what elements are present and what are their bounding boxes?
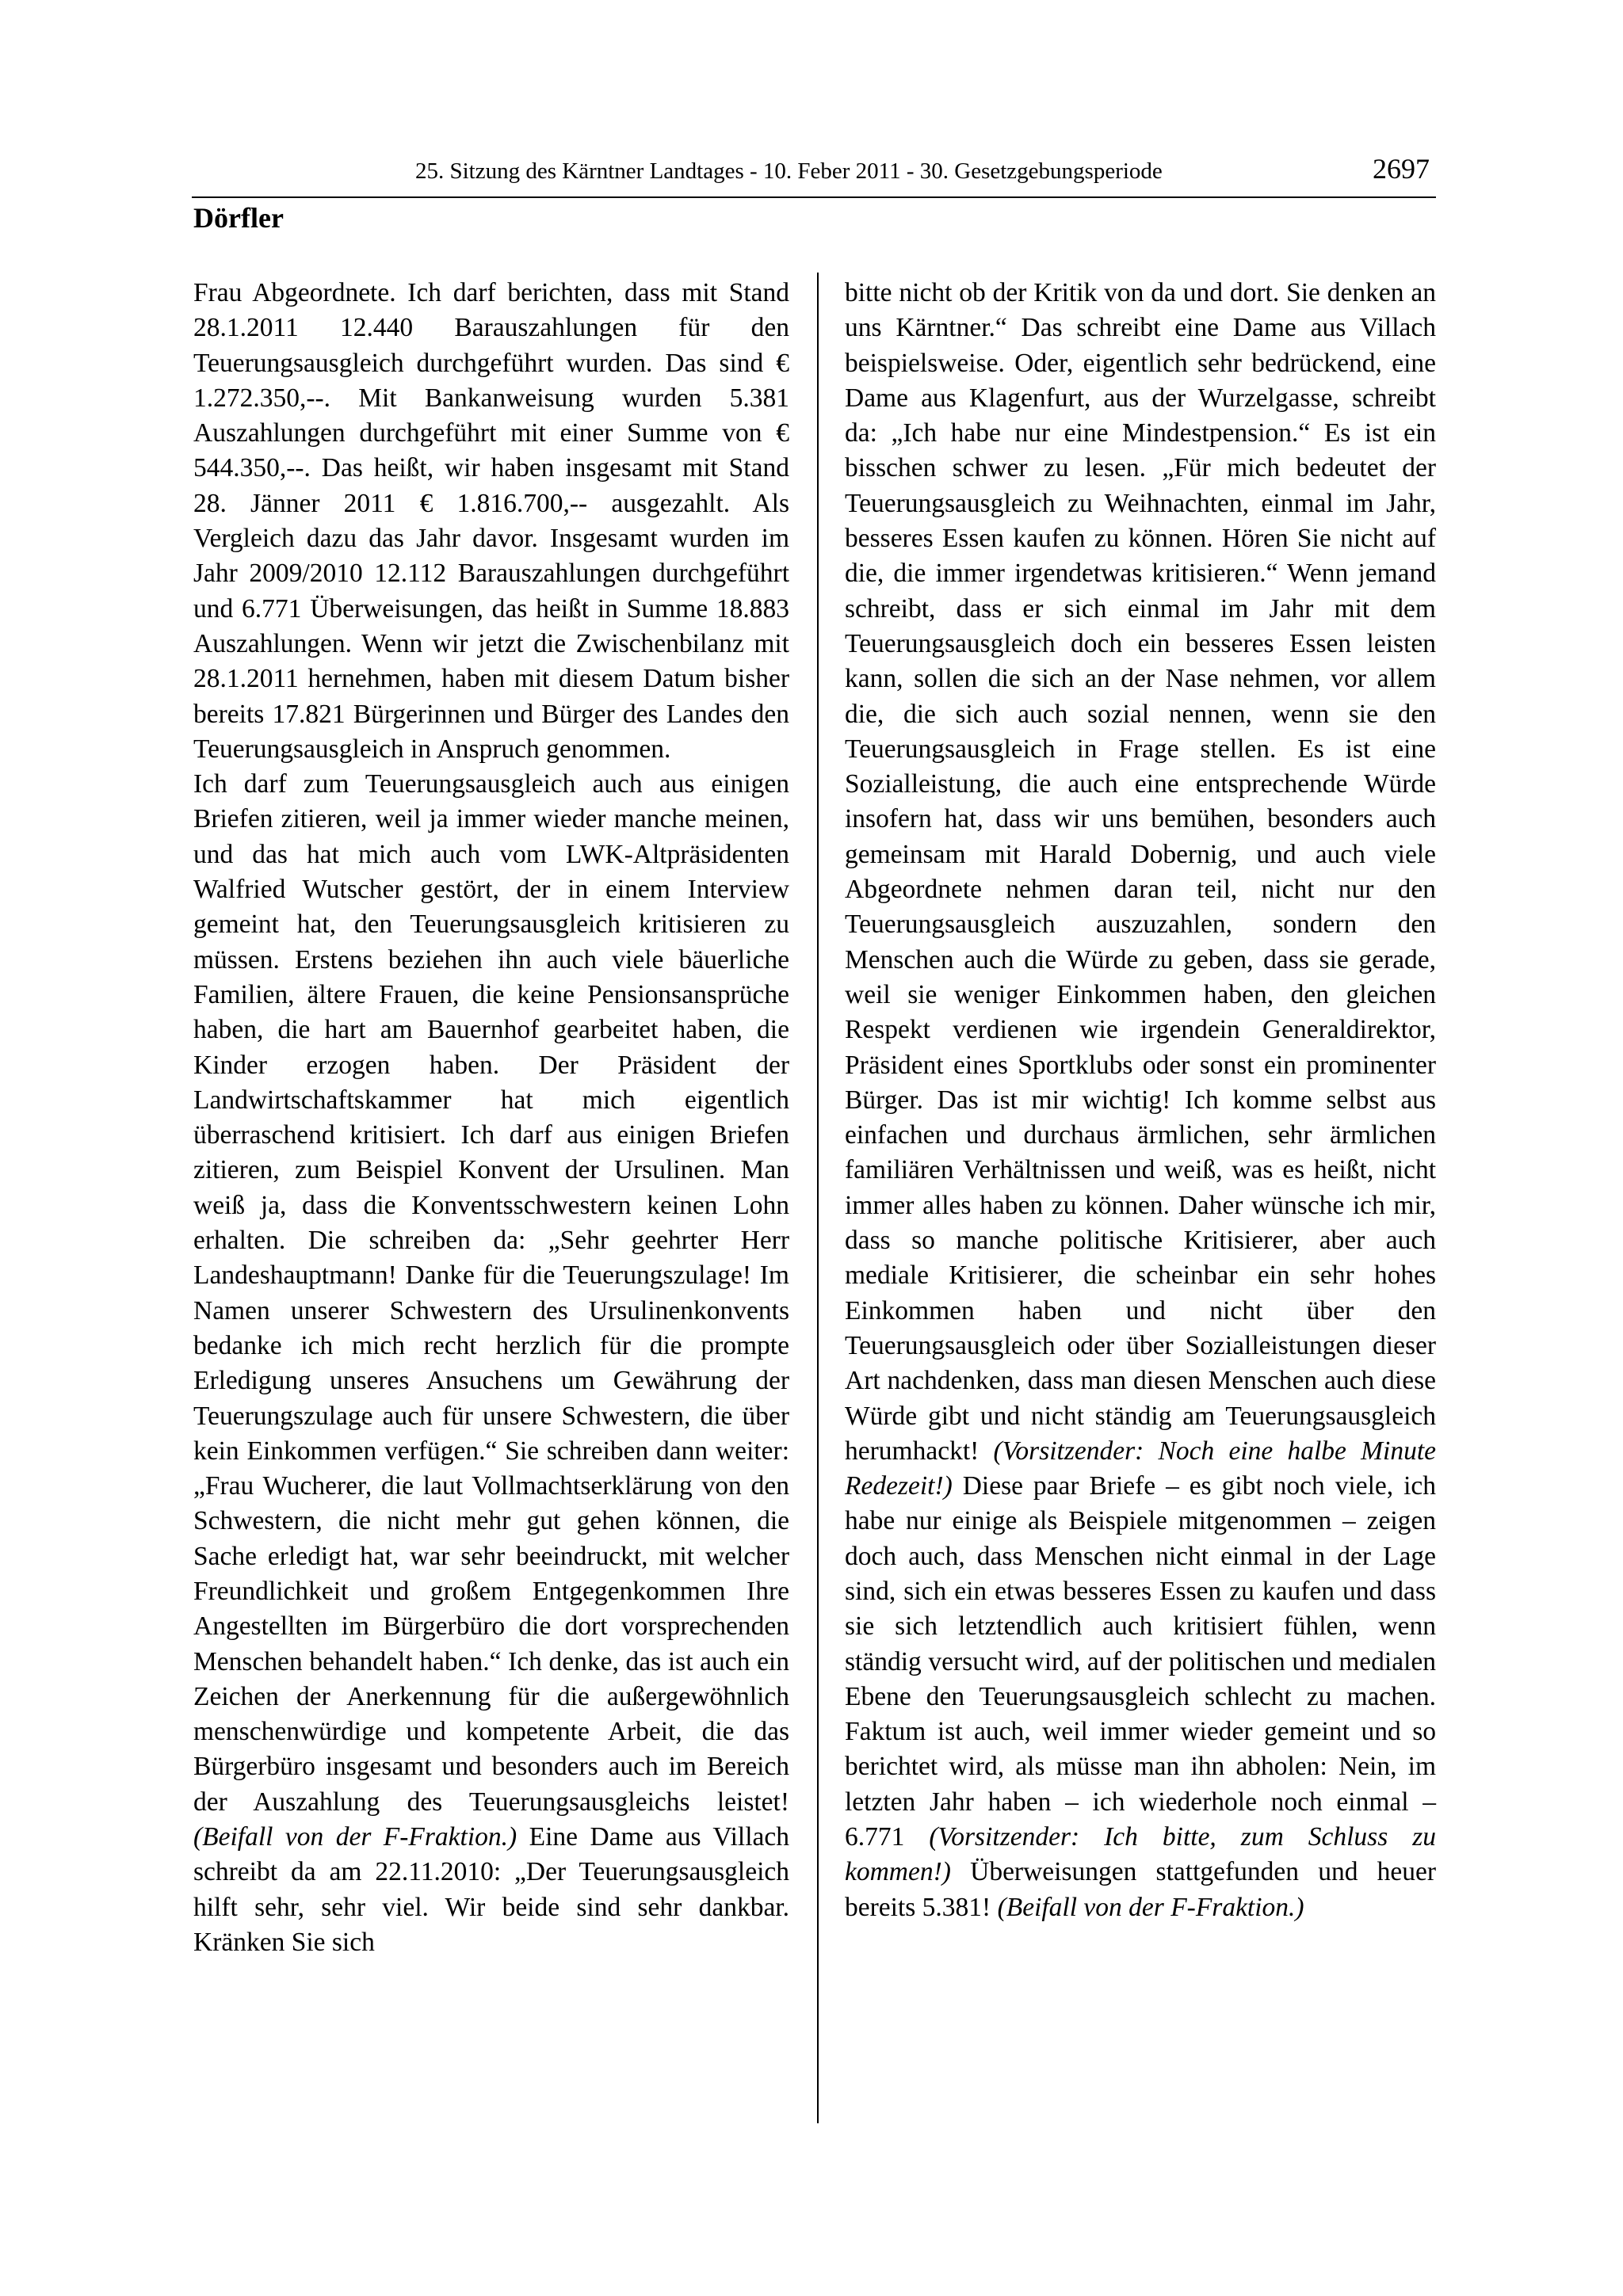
- applause-interjection-end: (Beifall von der F-Fraktion.): [997, 1892, 1304, 1922]
- right-paragraph-1: [845, 276, 1436, 1925]
- left-paragraph-2: [193, 767, 789, 1960]
- speaker-name: Dörfler: [193, 202, 284, 234]
- chair-interjection-2: (Vorsitzender: Ich bitte, zum Schluss zu kommen!): [845, 1822, 1436, 1887]
- right-paragraph-text-c: Überweisungen stattgefunden und heuer bereits 5.381!: [845, 1857, 1437, 1922]
- applause-interjection: (Beifall von der F-Fraktion.): [193, 1822, 517, 1852]
- column-divider: [817, 273, 819, 2123]
- right-paragraph-text-b: Diese paar Briefe – es gibt noch viele, ich habe nur einige als Beispiele mitgenommen – zeigen doch auch, dass Menschen nicht einmal in der Lage sind, sich ein etwas besseres Essen zu kaufen und dass sie sich letztendlich auch kritisiert fühlen, wenn ständig versucht wird, auf der politischen und medialen Ebene den Teuerungsausgleich schlecht zu machen. Faktum ist auch, weil immer wieder gemeint und so berichtet wird, als müsse man ihn abholen: Nein, im letzten Jahr haben – ich wiederhole noch einmal – 6.771: [845, 1471, 1436, 1852]
- right-paragraph-text-a: bitte nicht ob der Kritik von da und dort. Sie denken an uns Kärntner.“ Das schreibt eine Dame aus Villach beispielsweise. Oder, eigentlich sehr bedrückend, eine Dame aus Klagenfurt, aus der Wurzelgasse, schreibt da: „Ich habe nur eine Mindestpension.“ Es ist ein bisschen schwer zu lesen. „Für mich bedeutet der Teuerungsausgleich zu Weihnachten, einmal im Jahr, besseres Essen kaufen zu können. Hören Sie nicht auf die, die immer irgendetwas kritisieren.“ Wenn jemand schreibt, dass er sich einmal im Jahr mit dem Teuerungsausgleich doch ein besseres Essen leisten kann, sollen die sich an der Nase nehmen, vor allem die, die sich auch sozial nennen, wenn sie den Teuerungsausgleich in Frage stellen. Es ist eine Sozialleistung, die auch eine entsprechende Würde insofern hat, dass wir uns bemühen, besonders auch gemeinsam mit Harald Dobernig, und auch viele Abgeordnete nehmen daran teil, nicht nur den Teuerungsausgleich auszuzahlen, sondern den Menschen auch die Würde zu geben, dass sie gerade, weil sie weniger Einkommen haben, den gleichen Respekt verdienen wie irgendein Generaldirektor, Präsident eines Sportklubs oder sonst ein prominenter Bürger. Das ist mir wichtig! Ich komme selbst aus einfachen und durchaus ärmlichen, sehr ärmlichen familiären Verhältnissen und weiß, was es heißt, nicht immer alles haben zu können. Daher wünsche ich mir, dass so manche politische Kritisierer, aber auch mediale Kritisierer, die scheinbar ein sehr hohes Einkommen haben und nicht über den Teuerungsausgleich oder über Sozialleistungen dieser Art nachdenken, dass man diesen Menschen auch diese Würde gibt und nicht ständig am Teuerungsausgleich herumhackt!: [845, 278, 1436, 1466]
- page-number: 2697: [1373, 153, 1430, 185]
- right-column: [845, 276, 1436, 1925]
- page-header: [192, 151, 1436, 198]
- chair-interjection-1: (Vorsitzender: Noch eine halbe Minute Redezeit!): [845, 1436, 1437, 1501]
- left-column: [193, 276, 789, 1960]
- header-title: 25. Sitzung des Kärntner Landtages - 10. Feber 2011 - 30. Gesetzgebungsperiode: [415, 158, 1163, 184]
- left-paragraph-1: Frau Abgeordnete. Ich darf berichten, dass mit Stand 28.1.2011 12.440 Barauszahlungen für den Teuerungsausgleich durchgeführt wurden. Das sind € 1.272.350,--. Mit Bankanweisung wurden 5.381 Auszahlungen durchgeführt mit einer Summe von € 544.350,--. Das heißt, wir haben insgesamt mit Stand 28. Jänner 2011 € 1.816.700,-- ausgezahlt. Als Vergleich dazu das Jahr davor. Insgesamt wurden im Jahr 2009/2010 12.112 Barauszahlungen durchgeführt und 6.771 Überweisungen, das heißt in Summe 18.883 Auszahlungen. Wenn wir jetzt die Zwischenbilanz mit 28.1.2011 hernehmen, haben mit diesem Datum bisher bereits 17.821 Bürgerinnen und Bürger des Landes den Teuerungsausgleich in Anspruch genommen.: [193, 278, 789, 764]
- left-paragraph-2-text-a: Ich darf zum Teuerungsausgleich auch aus einigen Briefen zitieren, weil ja immer wieder manche meinen, und das hat mich auch vom LWK-Altpräsidenten Walfried Wutscher gestört, der in einem Interview gemeint hat, den Teuerungsausgleich kritisieren zu müssen. Erstens beziehen ihn auch viele bäuerliche Familien, ältere Frauen, die keine Pensionsansprüche haben, die hart am Bauernhof gearbeitet haben, die Kinder erzogen haben. Der Präsident der Landwirtschaftskammer hat mich eigentlich überraschend kritisiert. Ich darf aus einigen Briefen zitieren, zum Beispiel Konvent der Ursulinen. Man weiß ja, dass die Konventsschwestern keinen Lohn erhalten. Die schreiben da: „Sehr geehrter Herr Landeshauptmann! Danke für die Teuerungszulage! Im Namen unserer Schwestern des Ursulinenkonvents bedanke ich mich recht herzlich für die prompte Erledigung unseres Ansuchens um Gewährung der Teuerungszulage auch für unsere Schwestern, die über kein Einkommen verfügen.“ Sie schreiben dann weiter: „Frau Wucherer, die laut Vollmachtserklärung von den Schwestern, die nicht mehr gut gehen können, die Sache erledigt hat, war sehr beeindruckt, mit welcher Freundlichkeit und großem Entgegenkommen Ihre Angestellten im Bürgerbüro die dort vorsprechenden Menschen behandelt haben.“ Ich denke, das ist auch ein Zeichen der Anerkennung für die außergewöhnlich menschenwürdige und kompetente Arbeit, die das Bürgerbüro insgesamt und besonders auch im Bereich der Auszahlung des Teuerungsausgleichs leistet!: [193, 769, 789, 1817]
- left-paragraph-2-text-b: Eine Dame aus Villach schreibt da am 22.11.2010: „Der Teuerungsausgleich hilft sehr, sehr viel. Wir beide sind sehr dankbar. Kränken Sie sich: [193, 1822, 789, 1957]
